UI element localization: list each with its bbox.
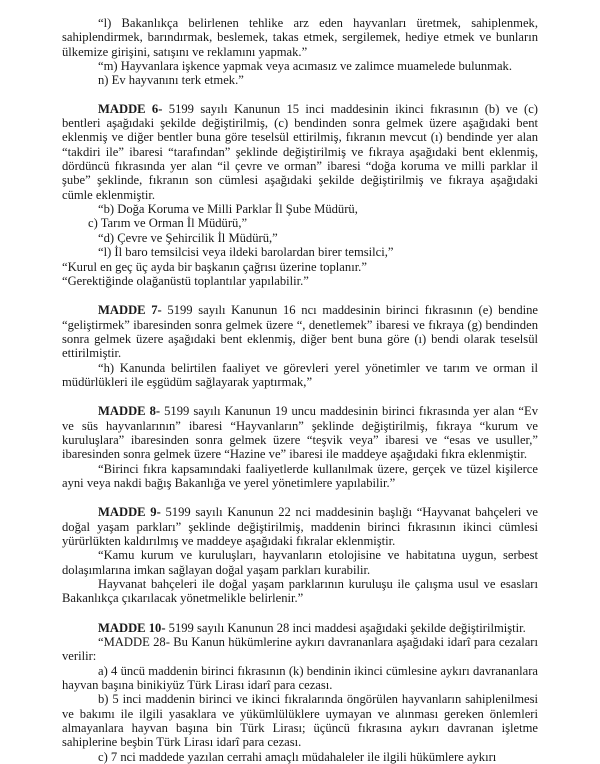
paragraph-kurul-toplanir [62, 260, 538, 274]
paragraph-madde-9 [62, 505, 538, 548]
paragraph-bent-c-tarim [62, 216, 538, 230]
madde-heading-10: MADDE 10- [98, 620, 166, 635]
paragraph-hayvanat-bahceleri [62, 577, 538, 606]
paragraph-text: “m) Hayvanlara işkence yapmak veya acımasız ve zalimce muamelede bulunmak. [98, 59, 513, 74]
madde-heading-8: MADDE 8- [98, 404, 161, 419]
paragraph-bent-h [62, 361, 538, 390]
block-spacer [62, 389, 538, 404]
document-body [62, 16, 538, 764]
paragraph-bent-b-doga [62, 202, 538, 216]
paragraph-madde-10 [62, 621, 538, 635]
paragraph-text: “b) Doğa Koruma ve Milli Parklar İl Şube Müdürü, [98, 202, 358, 217]
paragraph-birinci-fikra-kapsam [62, 462, 538, 491]
block-spacer [62, 288, 538, 303]
paragraph-text: “Gerektiğinde olağanüstü toplantılar yapılabilir.” [62, 273, 309, 288]
paragraph-text: 5199 sayılı Kanunun 28 inci maddesi aşağıdaki şekilde değiştirilmiştir. [165, 620, 526, 635]
paragraph-bent-d-cevre [62, 231, 538, 245]
paragraph-madde-28 [62, 635, 538, 664]
block-spacer [62, 88, 538, 102]
madde-heading-7: MADDE 7- [98, 303, 162, 318]
paragraph-text: 5199 sayılı Kanunun 19 uncu maddesinin birinci fıkrasında yer alan “Ev ve süs hayvanlarının” ibaresi “Hayvanların” şeklinde değiştirilmiş, fıkraya “kurum ve kuruluşlara” ibaresinden sonra gelmek üzere “teşvik veya” ibaresi ve “esas ve usuller,” ibaresinden sonra gelmek üzere “Hazine ve” ibaresi ile maddeye aşağıdaki fıkra eklenmiştir. [62, 404, 538, 462]
paragraph-text: Hayvanat bahçeleri ile doğal yaşam parklarının kuruluşu ile çalışma usul ve esasları Bakanlıkça çıkarılacak yönetmelikle belirlenir.” [62, 577, 538, 606]
paragraph-text: “Kurul en geç üç ayda bir başkanın çağrısı üzerine toplanır.” [62, 259, 367, 274]
block-spacer [62, 606, 538, 621]
paragraph-text: a) 4 üncü maddenin birinci fıkrasının (k) bendinin ikinci cümlesine aykırı davrananlara hayvan başına binikiyüz Türk Lirası idarî para cezası. [62, 663, 538, 693]
paragraph-text: n) Ev hayvanını terk etmek.” [98, 73, 244, 88]
madde-heading-9: MADDE 9- [98, 505, 161, 520]
paragraph-bent-l-baro [62, 245, 538, 259]
paragraph-text: 5199 sayılı Kanunun 22 nci maddesinin başlığı “Hayvanat bahçeleri ve doğal yaşam parkları” şeklinde değiştirilmiş, maddenin birinci fıkrasının ikinci cümlesi yürürlükten kaldırılmış ve maddeye aşağıdaki fıkralar eklenmiştir. [62, 505, 538, 548]
paragraph-bent-l [62, 16, 538, 59]
paragraph-text: “l) Bakanlıkça belirlenen tehlike arz eden hayvanları üretmek, sahiplenmek, sahiplendirmek, barındırmak, beslemek, takas etmek, sergilemek, hediye etmek ve bunların ülkemize girişini, satışını ve reklamını yapmak.” [62, 16, 538, 59]
paragraph-text: c) 7 nci maddede yazılan cerrahi amaçlı müdahaleler ile ilgili hükümlere aykırı [98, 749, 497, 764]
paragraph-madde-8 [62, 404, 538, 461]
paragraph-text: “MADDE 28- Bu Kanun hükümlerine aykırı davrananlara aşağıdaki idarî para cezaları verilir: [62, 635, 538, 664]
paragraph-text: “l) İl baro temsilcisi veya ildeki barolardan birer temsilci,” [98, 245, 394, 260]
paragraph-text: 5199 sayılı Kanunun 16 ncı maddesinin birinci fıkrasının (e) bendine “geliştirmek” ibaresinden sonra gelmek üzere “, denetlemek” ibaresi ve fıkraya (g) bendinden sonra gelmek üzere aşağıdaki bent eklenmiş, diğer bent buna göre (ı) bendi olarak teselsül ettirilmiştir. [62, 303, 538, 361]
paragraph-text: “h) Kanunda belirtilen faaliyet ve görevleri yerel yönetimler ve tarım ve orman il müdürlükleri ile eşgüdüm sağlayarak yaptırmak,” [62, 360, 538, 389]
paragraph-text: “Birinci fıkra kapsamındaki faaliyetlerde kullanılmak üzere, gerçek ve tüzel kişilerce ayni veya nakdi bağış Bakanlığa ve yerel yönetimlere yapılabilir.” [62, 461, 538, 490]
paragraph-ceza-a [62, 664, 538, 693]
paragraph-madde-6 [62, 102, 538, 202]
paragraph-madde-7 [62, 303, 538, 360]
paragraph-bent-n [62, 73, 538, 87]
paragraph-text: 5199 sayılı Kanunun 15 inci maddesinin ikinci fıkrasının (b) ve (c) bentleri aşağıdaki şekilde değiştirilmiş, (c) bendinden sonra gelmek üzere aşağıdaki bent eklenmiş ve diğer bentler buna göre teselsül ettirilmiş, fıkranın mevcut (ı) bendinde yer alan “takdiri ile” ibaresi “tarafından” şeklinde değiştirilmiş ve fıkraya aşağıdaki bent eklenmiş, dördüncü fıkrasında yer alan “il çevre ve orman” ibaresi “doğa koruma ve milli parklar il şube” şeklinde, fıkranın son cümlesi aşağıdaki şekilde değiştirilmiş ve fıkraya aşağıdaki cümle eklenmiştir. [62, 101, 538, 202]
paragraph-text: “Kamu kurum ve kuruluşları, hayvanların etolojisine ve habitatına uygun, serbest dolaşımlarına imkan sağlayan doğal yaşam parkları kurabilir. [62, 548, 538, 577]
paragraph-olaganustu [62, 274, 538, 288]
paragraph-ceza-b [62, 692, 538, 749]
block-spacer [62, 490, 538, 505]
paragraph-kamu-kurum [62, 548, 538, 577]
paragraph-bent-m [62, 59, 538, 73]
paragraph-text: b) 5 inci maddenin birinci ve ikinci fıkralarında öngörülen hayvanların sahiplenilmesi ve bakımı ile ilgili yasaklara ve yükümlülüklere uymayan ve alınması gereken önlemleri almayanlara hayvan başına bin Türk Lirası; üçüncü fıkrasına aykırı davranan işletme sahiplerine beşbin Türk Lirası idarî para cezası. [62, 692, 538, 750]
madde-heading-6: MADDE 6- [98, 101, 163, 116]
paragraph-text: “d) Çevre ve Şehircilik İl Müdürü,” [98, 230, 278, 245]
paragraph-text: c) Tarım ve Orman İl Müdürü,” [88, 216, 248, 231]
